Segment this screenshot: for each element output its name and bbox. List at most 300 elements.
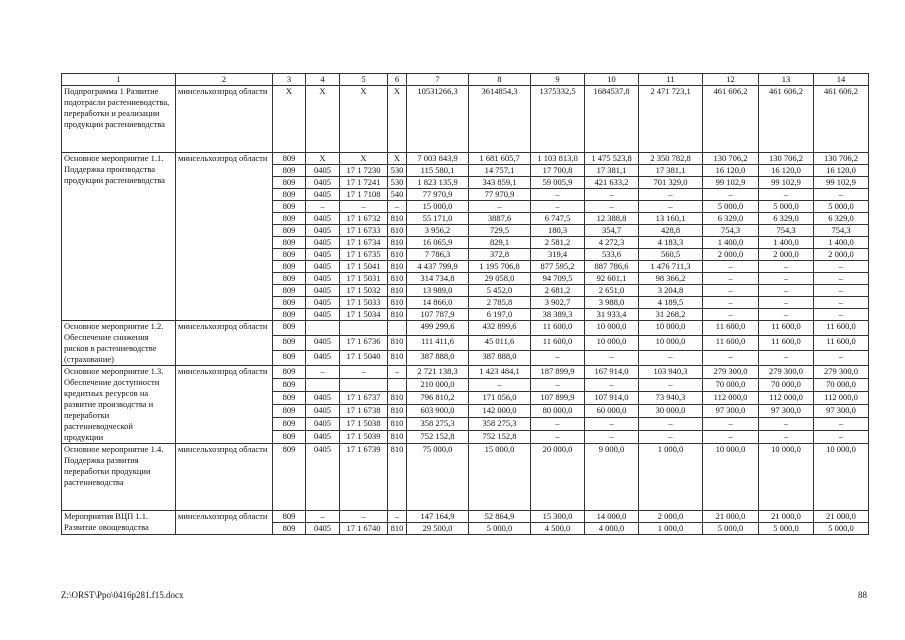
table-cell: 809 [273, 366, 306, 379]
table-cell: 98 366,2 [639, 273, 703, 285]
table-cell: – [814, 189, 869, 201]
table-cell: 810 [388, 237, 407, 249]
table-cell: 20 000,0 [531, 444, 585, 511]
table-cell: 2 651,0 [585, 285, 639, 297]
table-cell: 809 [273, 201, 306, 213]
table-cell: 3 988,0 [585, 297, 639, 309]
table-cell: 279 300,0 [814, 366, 869, 379]
table-cell: 3887,6 [469, 213, 531, 225]
table-cell: 810 [388, 309, 407, 321]
table-cell: 142 000,0 [469, 405, 531, 418]
table-cell: 187 899,9 [531, 366, 585, 379]
column-number-1: 1 [62, 74, 176, 86]
table-cell: 754,3 [814, 225, 869, 237]
column-number-3: 3 [273, 74, 306, 86]
table-cell: 809 [273, 309, 306, 321]
table-cell: 279 300,0 [759, 366, 814, 379]
table-cell: 6 329,0 [759, 213, 814, 225]
table-cell: 130 706,2 [759, 153, 814, 165]
table-cell: 358 275,3 [407, 418, 469, 431]
table-cell: 701 329,0 [639, 177, 703, 189]
table-cell: 6 197,0 [469, 309, 531, 321]
table-cell: – [759, 261, 814, 273]
table-cell: 1 000,0 [639, 444, 703, 511]
table-cell: 10 000,0 [814, 444, 869, 511]
table-cell: 354,7 [585, 225, 639, 237]
table-cell: 13 989,0 [407, 285, 469, 297]
measure-name-cell: Мероприятия ВЦП 1.1. Развитие овощеводства [62, 511, 176, 535]
table-cell: 30 000,0 [639, 405, 703, 418]
table-cell: 94 709,5 [531, 273, 585, 285]
table-cell: 107 914,0 [585, 392, 639, 405]
table-cell [306, 321, 340, 336]
table-cell: 461 606,2 [703, 86, 759, 153]
table-cell: – [388, 201, 407, 213]
table-cell: 4 189,5 [639, 297, 703, 309]
table-cell: X [388, 86, 407, 153]
table-cell: – [759, 273, 814, 285]
table-cell: 809 [273, 418, 306, 431]
table-cell: – [531, 431, 585, 444]
table-cell: 17 381,1 [639, 165, 703, 177]
table-cell: 17 1 6738 [340, 405, 388, 418]
table-cell: 10 000,0 [639, 321, 703, 336]
table-cell: 810 [388, 273, 407, 285]
table-cell: 1 400,0 [759, 237, 814, 249]
table-cell: – [585, 201, 639, 213]
table-cell: 461 606,2 [814, 86, 869, 153]
table-cell: 810 [388, 225, 407, 237]
table-cell: 0405 [306, 273, 340, 285]
table-cell: 530 [388, 177, 407, 189]
table-cell: – [639, 379, 703, 392]
table-cell: 810 [388, 297, 407, 309]
table-cell: 809 [273, 392, 306, 405]
table-cell [306, 379, 340, 392]
table-cell: 0405 [306, 177, 340, 189]
table-cell: 17 1 7230 [340, 165, 388, 177]
table-cell: 59 005,9 [531, 177, 585, 189]
table-cell: 31 933,4 [585, 309, 639, 321]
table-cell: 2 471 723,1 [639, 86, 703, 153]
table-cell: 99 102,9 [814, 177, 869, 189]
table-cell: – [703, 273, 759, 285]
table-cell: 319,4 [531, 249, 585, 261]
table-cell: 387 888,0 [407, 351, 469, 366]
table-cell: 15 300,0 [531, 511, 585, 523]
table-cell: 52 864,9 [469, 511, 531, 523]
table-cell: 17 1 6733 [340, 225, 388, 237]
table-cell: 5 000,0 [814, 523, 869, 535]
table-cell: 810 [388, 249, 407, 261]
table-cell: 21 000,0 [759, 511, 814, 523]
table-cell: – [759, 297, 814, 309]
column-number-2: 2 [176, 74, 273, 86]
table-cell: – [703, 297, 759, 309]
table-cell: 17 1 7241 [340, 177, 388, 189]
column-number-14: 14 [814, 74, 869, 86]
table-cell: – [814, 297, 869, 309]
table-cell: 11 600,0 [531, 321, 585, 336]
table-cell: 560,5 [639, 249, 703, 261]
table-cell: 810 [388, 431, 407, 444]
table-cell: 540 [388, 189, 407, 201]
table-row [62, 444, 869, 511]
table-row [62, 321, 869, 336]
table-cell: 0405 [306, 285, 340, 297]
table-cell: – [814, 273, 869, 285]
table-cell: 0405 [306, 336, 340, 351]
table-cell [340, 321, 388, 336]
table-cell: 1 000,0 [639, 523, 703, 535]
table-cell: 7 003 843,9 [407, 153, 469, 165]
agency-cell: минсельхозпрод области [176, 366, 273, 444]
table-cell: 358 275,3 [469, 418, 531, 431]
table-cell: 107 787,9 [407, 309, 469, 321]
table-cell: 92 601,1 [585, 273, 639, 285]
table-cell: 16 120,0 [814, 165, 869, 177]
table-cell: – [703, 261, 759, 273]
table-cell: X [340, 153, 388, 165]
table-cell: 5 452,0 [469, 285, 531, 297]
table-cell: 45 011,6 [469, 336, 531, 351]
table-cell: 461 606,2 [759, 86, 814, 153]
table-cell: 4 272,3 [585, 237, 639, 249]
table-cell: – [585, 351, 639, 366]
table-cell: 314 734,8 [407, 273, 469, 285]
budget-table [61, 73, 869, 535]
table-cell [388, 321, 407, 336]
table-cell: 809 [273, 379, 306, 392]
table-cell: – [585, 431, 639, 444]
table-cell: 2 000,0 [639, 511, 703, 523]
table-cell: 810 [388, 418, 407, 431]
table-cell: 16 120,0 [703, 165, 759, 177]
table-cell: 1 400,0 [814, 237, 869, 249]
table-cell: 14 866,0 [407, 297, 469, 309]
header-row [62, 74, 869, 86]
table-cell: 809 [273, 153, 306, 165]
table-cell: 77 970,9 [469, 189, 531, 201]
table-cell: 754,3 [759, 225, 814, 237]
measure-name-cell: Основное мероприятие 1.1. Поддержка производства продукции растениеводства [62, 153, 176, 321]
table-cell: 810 [388, 213, 407, 225]
table-cell: 1375332,5 [531, 86, 585, 153]
table-cell: 17 1 6735 [340, 249, 388, 261]
table-cell: 130 706,2 [814, 153, 869, 165]
table-cell: 15 000,0 [469, 444, 531, 511]
table-cell: 11 600,0 [759, 336, 814, 351]
table-cell: – [306, 366, 340, 379]
table-cell: – [814, 261, 869, 273]
column-number-4: 4 [306, 74, 340, 86]
table-cell: X [340, 86, 388, 153]
table-cell: 31 268,2 [639, 309, 703, 321]
table-cell: 1 681 605,7 [469, 153, 531, 165]
table-cell: 829,1 [469, 237, 531, 249]
table-cell: 38 389,3 [531, 309, 585, 321]
table-cell: 0405 [306, 261, 340, 273]
table-cell: 809 [273, 177, 306, 189]
table-cell: 1 195 706,8 [469, 261, 531, 273]
table-cell [388, 379, 407, 392]
table-cell: 11 600,0 [759, 321, 814, 336]
table-row [62, 366, 869, 379]
table-cell: 432 899,6 [469, 321, 531, 336]
table-cell: 73 940,3 [639, 392, 703, 405]
table-cell: 3614854,3 [469, 86, 531, 153]
table-cell: 343 859,1 [469, 177, 531, 189]
table-cell: 533,6 [585, 249, 639, 261]
table-cell: 809 [273, 523, 306, 535]
table-cell: 11 600,0 [814, 336, 869, 351]
table-cell: 70 000,0 [814, 379, 869, 392]
table-cell: 809 [273, 511, 306, 523]
table-cell: 17 1 5039 [340, 431, 388, 444]
table-cell: – [639, 201, 703, 213]
table-cell: 0405 [306, 351, 340, 366]
footer-file-path: Z:\ORST\Ppo\0416p281.f15.docx [61, 590, 184, 600]
agency-cell: минсельхозпрод области [176, 86, 273, 153]
table-cell: 10 000,0 [585, 336, 639, 351]
table-cell: – [340, 511, 388, 523]
table-cell: 103 940,3 [639, 366, 703, 379]
table-cell: 877 595,2 [531, 261, 585, 273]
table-cell: 15 000,0 [407, 201, 469, 213]
table-cell: – [388, 511, 407, 523]
table-cell: 0405 [306, 297, 340, 309]
table-cell: – [814, 309, 869, 321]
table-cell: – [585, 418, 639, 431]
table-cell: 4 500,0 [531, 523, 585, 535]
table-cell: 279 300,0 [703, 366, 759, 379]
agency-cell: минсельхозпрод области [176, 511, 273, 535]
table-cell: 5 000,0 [703, 201, 759, 213]
table-cell: 111 411,6 [407, 336, 469, 351]
table-cell: 99 102,9 [759, 177, 814, 189]
table-cell: – [759, 418, 814, 431]
table-cell: 809 [273, 249, 306, 261]
table-cell: 12 388,8 [585, 213, 639, 225]
table-cell: 115 580,1 [407, 165, 469, 177]
table-cell: 0405 [306, 189, 340, 201]
table-cell: 796 810,2 [407, 392, 469, 405]
table-cell: 55 171,0 [407, 213, 469, 225]
table-cell: – [759, 431, 814, 444]
table-cell: 16 120,0 [759, 165, 814, 177]
table-cell: 17 1 5040 [340, 351, 388, 366]
table-cell: 10531266,3 [407, 86, 469, 153]
table-cell: 3 902,7 [531, 297, 585, 309]
table-cell: – [469, 379, 531, 392]
table-cell: 2 785,8 [469, 297, 531, 309]
table-cell: – [703, 309, 759, 321]
table-cell: 810 [388, 336, 407, 351]
table-cell: 1 475 523,8 [585, 153, 639, 165]
table-cell: 29 058,0 [469, 273, 531, 285]
table-cell: 60 000,0 [585, 405, 639, 418]
table-cell: 387 888,0 [469, 351, 531, 366]
table-cell: 7 786,3 [407, 249, 469, 261]
table-cell: 887 786,6 [585, 261, 639, 273]
table-cell: 107 899,9 [531, 392, 585, 405]
table-cell: – [814, 418, 869, 431]
table-cell: X [306, 153, 340, 165]
table-cell: – [531, 201, 585, 213]
column-number-9: 9 [531, 74, 585, 86]
table-cell: – [639, 351, 703, 366]
table-cell: 14 000,0 [585, 511, 639, 523]
table-cell: 1 476 711,3 [639, 261, 703, 273]
table-cell: 17 1 7108 [340, 189, 388, 201]
measure-name-cell: Подпрограмма 1 Развитие подотрасли растениеводства, переработки и реализации продукции растениеводства [62, 86, 176, 153]
table-cell: 10 000,0 [703, 444, 759, 511]
table-cell: 809 [273, 189, 306, 201]
table-cell: – [469, 201, 531, 213]
table-cell: 11 600,0 [814, 321, 869, 336]
table-cell: 809 [273, 261, 306, 273]
table-cell: 0405 [306, 213, 340, 225]
table-cell: 180,3 [531, 225, 585, 237]
table-cell: 17 1 5041 [340, 261, 388, 273]
budget-table-sheet [61, 73, 869, 535]
table-cell: 130 706,2 [703, 153, 759, 165]
table-cell: 9 000,0 [585, 444, 639, 511]
table-cell: – [585, 379, 639, 392]
table-cell: – [759, 285, 814, 297]
table-cell: 5 000,0 [469, 523, 531, 535]
table-cell: – [703, 351, 759, 366]
table-cell: – [639, 431, 703, 444]
column-number-12: 12 [703, 74, 759, 86]
table-cell: 810 [388, 261, 407, 273]
table-cell: – [340, 366, 388, 379]
table-cell: 428,8 [639, 225, 703, 237]
table-cell: 372,8 [469, 249, 531, 261]
table-cell: – [703, 189, 759, 201]
measure-name-cell: Основное мероприятие 1.3. Обеспечение доступности кредитных ресурсов на развитие производства и переработки растениеводческой продукции [62, 366, 176, 444]
table-cell: 2 000,0 [703, 249, 759, 261]
table-cell: 17 1 6732 [340, 213, 388, 225]
table-cell: 75 000,0 [407, 444, 469, 511]
table-cell: 16 065,9 [407, 237, 469, 249]
table-cell: 112 000,0 [814, 392, 869, 405]
table-cell: 167 914,0 [585, 366, 639, 379]
table-cell: 2 000,0 [814, 249, 869, 261]
table-cell: 810 [388, 405, 407, 418]
table-cell: 729,5 [469, 225, 531, 237]
table-cell: 810 [388, 444, 407, 511]
table-cell: – [703, 285, 759, 297]
table-cell: 0405 [306, 418, 340, 431]
table-cell: 810 [388, 285, 407, 297]
table-cell: – [531, 351, 585, 366]
table-cell: 11 600,0 [703, 336, 759, 351]
table-cell: 5 000,0 [759, 523, 814, 535]
table-cell: 530 [388, 165, 407, 177]
table-cell: 17 1 5032 [340, 285, 388, 297]
table-cell: 4 183,3 [639, 237, 703, 249]
table-cell: 499 299,6 [407, 321, 469, 336]
table-cell: – [639, 418, 703, 431]
table-cell: 17 1 6734 [340, 237, 388, 249]
table-cell: – [759, 189, 814, 201]
table-cell: 97 300,0 [814, 405, 869, 418]
column-number-7: 7 [407, 74, 469, 86]
table-cell: 0405 [306, 249, 340, 261]
table-cell: 603 900,0 [407, 405, 469, 418]
table-cell: 0405 [306, 405, 340, 418]
table-cell: 752 152,8 [469, 431, 531, 444]
table-cell: 112 000,0 [759, 392, 814, 405]
table-cell: 80 000,0 [531, 405, 585, 418]
table-cell: – [703, 431, 759, 444]
table-cell: 810 [388, 351, 407, 366]
table-cell: 809 [273, 285, 306, 297]
table-cell: 1684537,8 [585, 86, 639, 153]
table-cell: – [531, 379, 585, 392]
table-cell: 809 [273, 273, 306, 285]
table-cell: 13 160,1 [639, 213, 703, 225]
table-cell: 2 581,2 [531, 237, 585, 249]
table-cell: 0405 [306, 237, 340, 249]
table-cell: 17 1 5031 [340, 273, 388, 285]
table-cell: – [639, 189, 703, 201]
table-cell: 210 000,0 [407, 379, 469, 392]
table-cell: 809 [273, 237, 306, 249]
table-cell: 0405 [306, 444, 340, 511]
table-cell: 0405 [306, 392, 340, 405]
table-cell: 17 1 6736 [340, 336, 388, 351]
column-number-13: 13 [759, 74, 814, 86]
table-cell: 171 056,0 [469, 392, 531, 405]
footer-page-number: 88 [858, 590, 867, 600]
table-cell: – [703, 418, 759, 431]
table-cell: 97 300,0 [759, 405, 814, 418]
table-cell: 11 600,0 [703, 321, 759, 336]
table-cell: 17 700,8 [531, 165, 585, 177]
measure-name-cell: Основное мероприятие 1.2. Обеспечение снижения рисков в растениеводстве (страхование) [62, 321, 176, 366]
table-cell: 809 [273, 297, 306, 309]
table-cell: – [814, 351, 869, 366]
table-cell: 0405 [306, 225, 340, 237]
column-number-8: 8 [469, 74, 531, 86]
table-cell: 11 600,0 [531, 336, 585, 351]
table-cell [340, 379, 388, 392]
table-cell: 0405 [306, 309, 340, 321]
table-cell: 809 [273, 405, 306, 418]
table-cell: 5 000,0 [759, 201, 814, 213]
table-cell: 754,3 [703, 225, 759, 237]
table-cell: 0405 [306, 523, 340, 535]
table-cell: 6 747,5 [531, 213, 585, 225]
table-cell: 17 1 5038 [340, 418, 388, 431]
table-cell: 21 000,0 [814, 511, 869, 523]
table-cell: 2 721 138,3 [407, 366, 469, 379]
table-row [62, 511, 869, 523]
table-cell: – [814, 285, 869, 297]
table-cell: 5 000,0 [814, 201, 869, 213]
table-cell: 1 400,0 [703, 237, 759, 249]
table-cell: 21 000,0 [703, 511, 759, 523]
table-cell: 99 102,9 [703, 177, 759, 189]
column-number-6: 6 [388, 74, 407, 86]
table-cell: 809 [273, 431, 306, 444]
table-cell: 2 000,0 [759, 249, 814, 261]
table-cell: 809 [273, 336, 306, 351]
table-cell: 10 000,0 [759, 444, 814, 511]
column-number-10: 10 [585, 74, 639, 86]
